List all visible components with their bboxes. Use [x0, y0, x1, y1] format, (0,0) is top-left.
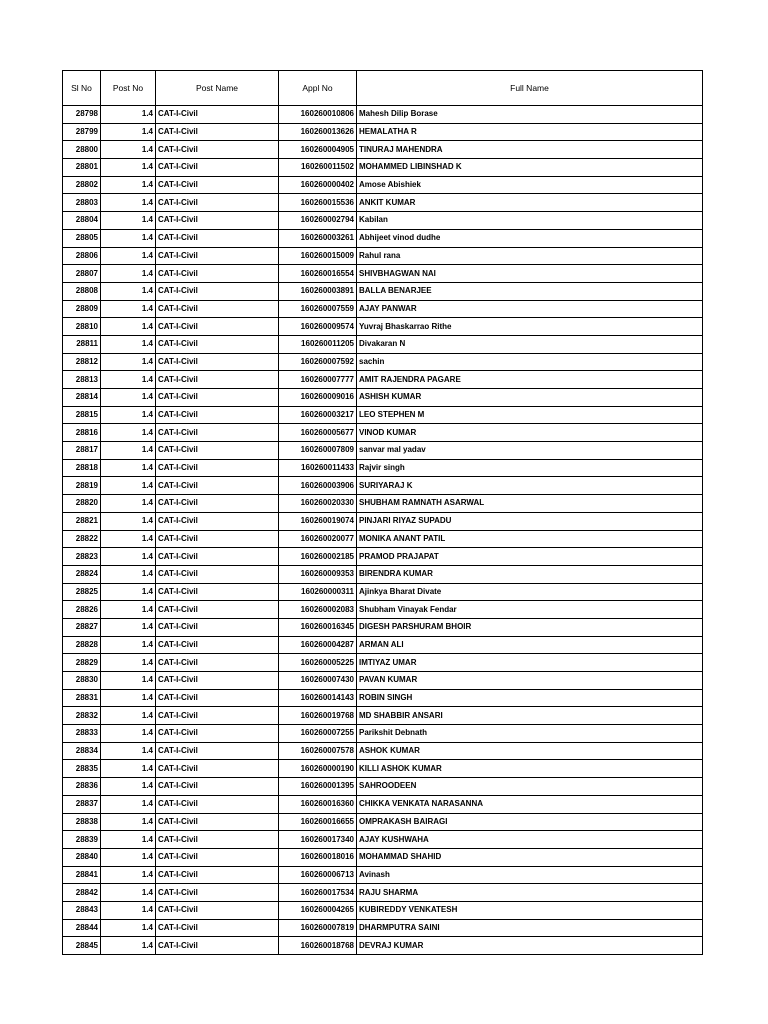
post-no-cell: 1.4 [101, 318, 156, 336]
table-row [63, 583, 703, 601]
table-row [63, 618, 703, 636]
post-name-cell: CAT-I-Civil [156, 884, 279, 902]
post-no-cell: 1.4 [101, 831, 156, 849]
header-full-name: Full Name [357, 71, 703, 106]
full-name-cell: Amose Abishiek [357, 176, 703, 194]
appl-no-cell: 160260013626 [279, 123, 357, 141]
post-name-cell: CAT-I-Civil [156, 795, 279, 813]
post-no-cell: 1.4 [101, 389, 156, 407]
appl-no-cell: 160260011205 [279, 335, 357, 353]
full-name-cell: KILLI ASHOK KUMAR [357, 760, 703, 778]
sl-no-cell: 28826 [63, 601, 101, 619]
post-name-cell: CAT-I-Civil [156, 194, 279, 212]
sl-no-cell: 28834 [63, 742, 101, 760]
post-no-cell: 1.4 [101, 760, 156, 778]
header-row [63, 71, 703, 106]
post-name-cell: CAT-I-Civil [156, 707, 279, 725]
post-no-cell: 1.4 [101, 212, 156, 230]
table-row [63, 282, 703, 300]
post-no-cell: 1.4 [101, 353, 156, 371]
full-name-cell: SHUBHAM RAMNATH ASARWAL [357, 495, 703, 513]
post-name-cell: CAT-I-Civil [156, 548, 279, 566]
full-name-cell: VINOD KUMAR [357, 424, 703, 442]
table-row [63, 725, 703, 743]
appl-no-cell: 160260010806 [279, 106, 357, 124]
post-no-cell: 1.4 [101, 618, 156, 636]
full-name-cell: CHIKKA VENKATA NARASANNA [357, 795, 703, 813]
post-no-cell: 1.4 [101, 459, 156, 477]
table-row [63, 300, 703, 318]
post-name-cell: CAT-I-Civil [156, 159, 279, 177]
appl-no-cell: 160260003217 [279, 406, 357, 424]
table-row [63, 813, 703, 831]
post-no-cell: 1.4 [101, 247, 156, 265]
sl-no-cell: 28800 [63, 141, 101, 159]
post-name-cell: CAT-I-Civil [156, 689, 279, 707]
post-no-cell: 1.4 [101, 424, 156, 442]
header-sl-no: Sl No [63, 71, 101, 106]
sl-no-cell: 28824 [63, 565, 101, 583]
post-name-cell: CAT-I-Civil [156, 672, 279, 690]
full-name-cell: PINJARI RIYAZ SUPADU [357, 512, 703, 530]
appl-no-cell: 160260001395 [279, 778, 357, 796]
sl-no-cell: 28808 [63, 282, 101, 300]
sl-no-cell: 28807 [63, 265, 101, 283]
sl-no-cell: 28844 [63, 919, 101, 937]
appl-no-cell: 160260004265 [279, 901, 357, 919]
appl-no-cell: 160260007559 [279, 300, 357, 318]
appl-no-cell: 160260015009 [279, 247, 357, 265]
post-no-cell: 1.4 [101, 442, 156, 460]
appl-no-cell: 160260007777 [279, 371, 357, 389]
sl-no-cell: 28823 [63, 548, 101, 566]
full-name-cell: Divakaran N [357, 335, 703, 353]
appl-no-cell: 160260018016 [279, 848, 357, 866]
table-row [63, 106, 703, 124]
appl-no-cell: 160260000402 [279, 176, 357, 194]
post-no-cell: 1.4 [101, 495, 156, 513]
post-name-cell: CAT-I-Civil [156, 601, 279, 619]
post-name-cell: CAT-I-Civil [156, 725, 279, 743]
post-name-cell: CAT-I-Civil [156, 212, 279, 230]
post-name-cell: CAT-I-Civil [156, 141, 279, 159]
sl-no-cell: 28828 [63, 636, 101, 654]
table-row [63, 495, 703, 513]
table-row [63, 229, 703, 247]
sl-no-cell: 28821 [63, 512, 101, 530]
post-no-cell: 1.4 [101, 742, 156, 760]
full-name-cell: RAJU SHARMA [357, 884, 703, 902]
post-no-cell: 1.4 [101, 141, 156, 159]
table-row [63, 212, 703, 230]
post-name-cell: CAT-I-Civil [156, 512, 279, 530]
sl-no-cell: 28841 [63, 866, 101, 884]
appl-no-cell: 160260011433 [279, 459, 357, 477]
post-no-cell: 1.4 [101, 530, 156, 548]
table-row [63, 265, 703, 283]
post-no-cell: 1.4 [101, 194, 156, 212]
full-name-cell: DHARMPUTRA SAINI [357, 919, 703, 937]
post-name-cell: CAT-I-Civil [156, 123, 279, 141]
appl-no-cell: 160260019074 [279, 512, 357, 530]
appl-no-cell: 160260005677 [279, 424, 357, 442]
appl-no-cell: 160260004905 [279, 141, 357, 159]
post-name-cell: CAT-I-Civil [156, 583, 279, 601]
appl-no-cell: 160260007809 [279, 442, 357, 460]
table-row [63, 477, 703, 495]
full-name-cell: Mahesh Dilip Borase [357, 106, 703, 124]
sl-no-cell: 28803 [63, 194, 101, 212]
table-row [63, 123, 703, 141]
table-row [63, 335, 703, 353]
post-name-cell: CAT-I-Civil [156, 335, 279, 353]
post-no-cell: 1.4 [101, 565, 156, 583]
post-name-cell: CAT-I-Civil [156, 636, 279, 654]
post-name-cell: CAT-I-Civil [156, 618, 279, 636]
sl-no-cell: 28827 [63, 618, 101, 636]
full-name-cell: Shubham Vinayak Fendar [357, 601, 703, 619]
post-name-cell: CAT-I-Civil [156, 742, 279, 760]
table-row [63, 689, 703, 707]
post-name-cell: CAT-I-Civil [156, 300, 279, 318]
table-row [63, 159, 703, 177]
post-name-cell: CAT-I-Civil [156, 247, 279, 265]
table-row [63, 176, 703, 194]
post-no-cell: 1.4 [101, 866, 156, 884]
post-no-cell: 1.4 [101, 848, 156, 866]
full-name-cell: MOHAMMAD SHAHID [357, 848, 703, 866]
table-body [63, 106, 703, 955]
post-name-cell: CAT-I-Civil [156, 176, 279, 194]
post-no-cell: 1.4 [101, 601, 156, 619]
table-row [63, 636, 703, 654]
post-name-cell: CAT-I-Civil [156, 459, 279, 477]
sl-no-cell: 28822 [63, 530, 101, 548]
full-name-cell: ROBIN SINGH [357, 689, 703, 707]
sl-no-cell: 28818 [63, 459, 101, 477]
full-name-cell: Rahul rana [357, 247, 703, 265]
header-appl-no: Appl No [279, 71, 357, 106]
appl-no-cell: 160260015536 [279, 194, 357, 212]
full-name-cell: AJAY KUSHWAHA [357, 831, 703, 849]
appl-no-cell: 160260014143 [279, 689, 357, 707]
sl-no-cell: 28830 [63, 672, 101, 690]
sl-no-cell: 28836 [63, 778, 101, 796]
post-no-cell: 1.4 [101, 778, 156, 796]
post-name-cell: CAT-I-Civil [156, 106, 279, 124]
post-name-cell: CAT-I-Civil [156, 565, 279, 583]
full-name-cell: Parikshit Debnath [357, 725, 703, 743]
table-row [63, 707, 703, 725]
post-no-cell: 1.4 [101, 795, 156, 813]
appl-no-cell: 160260020330 [279, 495, 357, 513]
appl-no-cell: 160260017534 [279, 884, 357, 902]
appl-no-cell: 160260016345 [279, 618, 357, 636]
full-name-cell: MOHAMMED LIBINSHAD K [357, 159, 703, 177]
sl-no-cell: 28838 [63, 813, 101, 831]
table-row [63, 831, 703, 849]
full-name-cell: PRAMOD PRAJAPAT [357, 548, 703, 566]
sl-no-cell: 28804 [63, 212, 101, 230]
post-no-cell: 1.4 [101, 371, 156, 389]
table-row [63, 406, 703, 424]
full-name-cell: ANKIT KUMAR [357, 194, 703, 212]
table-row [63, 565, 703, 583]
table-row [63, 459, 703, 477]
table-row [63, 795, 703, 813]
full-name-cell: HEMALATHA R [357, 123, 703, 141]
sl-no-cell: 28842 [63, 884, 101, 902]
table-row [63, 247, 703, 265]
post-name-cell: CAT-I-Civil [156, 530, 279, 548]
post-no-cell: 1.4 [101, 176, 156, 194]
table-row [63, 601, 703, 619]
appl-no-cell: 160260002083 [279, 601, 357, 619]
table-row [63, 442, 703, 460]
table-row [63, 760, 703, 778]
post-name-cell: CAT-I-Civil [156, 919, 279, 937]
post-name-cell: CAT-I-Civil [156, 477, 279, 495]
post-no-cell: 1.4 [101, 636, 156, 654]
full-name-cell: ASHISH KUMAR [357, 389, 703, 407]
post-no-cell: 1.4 [101, 335, 156, 353]
table-row [63, 512, 703, 530]
results-table [62, 70, 703, 955]
post-name-cell: CAT-I-Civil [156, 831, 279, 849]
full-name-cell: SHIVBHAGWAN NAI [357, 265, 703, 283]
full-name-cell: OMPRAKASH BAIRAGI [357, 813, 703, 831]
sl-no-cell: 28819 [63, 477, 101, 495]
appl-no-cell: 160260005225 [279, 654, 357, 672]
sl-no-cell: 28843 [63, 901, 101, 919]
post-name-cell: CAT-I-Civil [156, 424, 279, 442]
sl-no-cell: 28801 [63, 159, 101, 177]
full-name-cell: IMTIYAZ UMAR [357, 654, 703, 672]
post-no-cell: 1.4 [101, 884, 156, 902]
appl-no-cell: 160260000311 [279, 583, 357, 601]
appl-no-cell: 160260003906 [279, 477, 357, 495]
table-row [63, 848, 703, 866]
appl-no-cell: 160260009016 [279, 389, 357, 407]
post-no-cell: 1.4 [101, 583, 156, 601]
post-name-cell: CAT-I-Civil [156, 654, 279, 672]
post-name-cell: CAT-I-Civil [156, 778, 279, 796]
sl-no-cell: 28802 [63, 176, 101, 194]
post-name-cell: CAT-I-Civil [156, 406, 279, 424]
post-no-cell: 1.4 [101, 229, 156, 247]
full-name-cell: Ajinkya Bharat Divate [357, 583, 703, 601]
full-name-cell: sachin [357, 353, 703, 371]
appl-no-cell: 160260019768 [279, 707, 357, 725]
full-name-cell: SAHROODEEN [357, 778, 703, 796]
appl-no-cell: 160260016655 [279, 813, 357, 831]
post-name-cell: CAT-I-Civil [156, 442, 279, 460]
post-no-cell: 1.4 [101, 725, 156, 743]
full-name-cell: MD SHABBIR ANSARI [357, 707, 703, 725]
table-row [63, 389, 703, 407]
post-no-cell: 1.4 [101, 300, 156, 318]
sl-no-cell: 28814 [63, 389, 101, 407]
table-row [63, 866, 703, 884]
full-name-cell: AMIT RAJENDRA PAGARE [357, 371, 703, 389]
table-row [63, 672, 703, 690]
post-name-cell: CAT-I-Civil [156, 371, 279, 389]
full-name-cell: ASHOK KUMAR [357, 742, 703, 760]
appl-no-cell: 160260000190 [279, 760, 357, 778]
sl-no-cell: 28810 [63, 318, 101, 336]
header-post-no: Post No [101, 71, 156, 106]
appl-no-cell: 160260006713 [279, 866, 357, 884]
table-row [63, 530, 703, 548]
sl-no-cell: 28835 [63, 760, 101, 778]
appl-no-cell: 160260002185 [279, 548, 357, 566]
header-post-name: Post Name [156, 71, 279, 106]
appl-no-cell: 160260009353 [279, 565, 357, 583]
post-name-cell: CAT-I-Civil [156, 813, 279, 831]
sl-no-cell: 28805 [63, 229, 101, 247]
sl-no-cell: 28809 [63, 300, 101, 318]
appl-no-cell: 160260007819 [279, 919, 357, 937]
sl-no-cell: 28812 [63, 353, 101, 371]
table-row [63, 884, 703, 902]
appl-no-cell: 160260007255 [279, 725, 357, 743]
post-no-cell: 1.4 [101, 901, 156, 919]
sl-no-cell: 28845 [63, 937, 101, 955]
table-row [63, 194, 703, 212]
full-name-cell: SURIYARAJ K [357, 477, 703, 495]
full-name-cell: DIGESH PARSHURAM BHOIR [357, 618, 703, 636]
sl-no-cell: 28839 [63, 831, 101, 849]
appl-no-cell: 160260020077 [279, 530, 357, 548]
table-row [63, 548, 703, 566]
post-no-cell: 1.4 [101, 813, 156, 831]
post-name-cell: CAT-I-Civil [156, 760, 279, 778]
appl-no-cell: 160260018768 [279, 937, 357, 955]
post-name-cell: CAT-I-Civil [156, 389, 279, 407]
post-no-cell: 1.4 [101, 159, 156, 177]
appl-no-cell: 160260007592 [279, 353, 357, 371]
post-no-cell: 1.4 [101, 654, 156, 672]
full-name-cell: KUBIREDDY VENKATESH [357, 901, 703, 919]
post-no-cell: 1.4 [101, 123, 156, 141]
sl-no-cell: 28831 [63, 689, 101, 707]
full-name-cell: Kabilan [357, 212, 703, 230]
post-no-cell: 1.4 [101, 477, 156, 495]
sl-no-cell: 28798 [63, 106, 101, 124]
sl-no-cell: 28837 [63, 795, 101, 813]
table-row [63, 424, 703, 442]
post-no-cell: 1.4 [101, 265, 156, 283]
post-no-cell: 1.4 [101, 512, 156, 530]
full-name-cell: Avinash [357, 866, 703, 884]
post-name-cell: CAT-I-Civil [156, 495, 279, 513]
table-row [63, 318, 703, 336]
post-name-cell: CAT-I-Civil [156, 901, 279, 919]
full-name-cell: DEVRAJ KUMAR [357, 937, 703, 955]
appl-no-cell: 160260003261 [279, 229, 357, 247]
table-row [63, 353, 703, 371]
sl-no-cell: 28806 [63, 247, 101, 265]
post-no-cell: 1.4 [101, 672, 156, 690]
full-name-cell: LEO STEPHEN M [357, 406, 703, 424]
full-name-cell: sanvar mal yadav [357, 442, 703, 460]
post-name-cell: CAT-I-Civil [156, 866, 279, 884]
appl-no-cell: 160260009574 [279, 318, 357, 336]
post-no-cell: 1.4 [101, 689, 156, 707]
post-name-cell: CAT-I-Civil [156, 848, 279, 866]
full-name-cell: BALLA BENARJEE [357, 282, 703, 300]
full-name-cell: ARMAN ALI [357, 636, 703, 654]
table-row [63, 901, 703, 919]
full-name-cell: Rajvir singh [357, 459, 703, 477]
appl-no-cell: 160260016554 [279, 265, 357, 283]
table-row [63, 654, 703, 672]
full-name-cell: TINURAJ MAHENDRA [357, 141, 703, 159]
sl-no-cell: 28811 [63, 335, 101, 353]
post-name-cell: CAT-I-Civil [156, 265, 279, 283]
post-no-cell: 1.4 [101, 106, 156, 124]
sl-no-cell: 28825 [63, 583, 101, 601]
post-name-cell: CAT-I-Civil [156, 937, 279, 955]
post-name-cell: CAT-I-Civil [156, 318, 279, 336]
sl-no-cell: 28840 [63, 848, 101, 866]
sl-no-cell: 28817 [63, 442, 101, 460]
table-row [63, 742, 703, 760]
appl-no-cell: 160260016360 [279, 795, 357, 813]
table-row [63, 141, 703, 159]
full-name-cell: Abhijeet vinod dudhe [357, 229, 703, 247]
full-name-cell: PAVAN KUMAR [357, 672, 703, 690]
appl-no-cell: 160260017340 [279, 831, 357, 849]
appl-no-cell: 160260007430 [279, 672, 357, 690]
sl-no-cell: 28799 [63, 123, 101, 141]
full-name-cell: MONIKA ANANT PATIL [357, 530, 703, 548]
sl-no-cell: 28829 [63, 654, 101, 672]
post-no-cell: 1.4 [101, 406, 156, 424]
post-no-cell: 1.4 [101, 282, 156, 300]
sl-no-cell: 28833 [63, 725, 101, 743]
table-row [63, 937, 703, 955]
post-name-cell: CAT-I-Civil [156, 282, 279, 300]
sl-no-cell: 28815 [63, 406, 101, 424]
sl-no-cell: 28816 [63, 424, 101, 442]
appl-no-cell: 160260007578 [279, 742, 357, 760]
full-name-cell: Yuvraj Bhaskarrao Rithe [357, 318, 703, 336]
appl-no-cell: 160260011502 [279, 159, 357, 177]
sl-no-cell: 28813 [63, 371, 101, 389]
post-no-cell: 1.4 [101, 919, 156, 937]
appl-no-cell: 160260004287 [279, 636, 357, 654]
post-no-cell: 1.4 [101, 937, 156, 955]
table-row [63, 371, 703, 389]
sl-no-cell: 28832 [63, 707, 101, 725]
appl-no-cell: 160260003891 [279, 282, 357, 300]
appl-no-cell: 160260002794 [279, 212, 357, 230]
table-row [63, 778, 703, 796]
full-name-cell: BIRENDRA KUMAR [357, 565, 703, 583]
table-row [63, 919, 703, 937]
sl-no-cell: 28820 [63, 495, 101, 513]
post-name-cell: CAT-I-Civil [156, 229, 279, 247]
post-name-cell: CAT-I-Civil [156, 353, 279, 371]
post-no-cell: 1.4 [101, 548, 156, 566]
post-no-cell: 1.4 [101, 707, 156, 725]
full-name-cell: AJAY PANWAR [357, 300, 703, 318]
